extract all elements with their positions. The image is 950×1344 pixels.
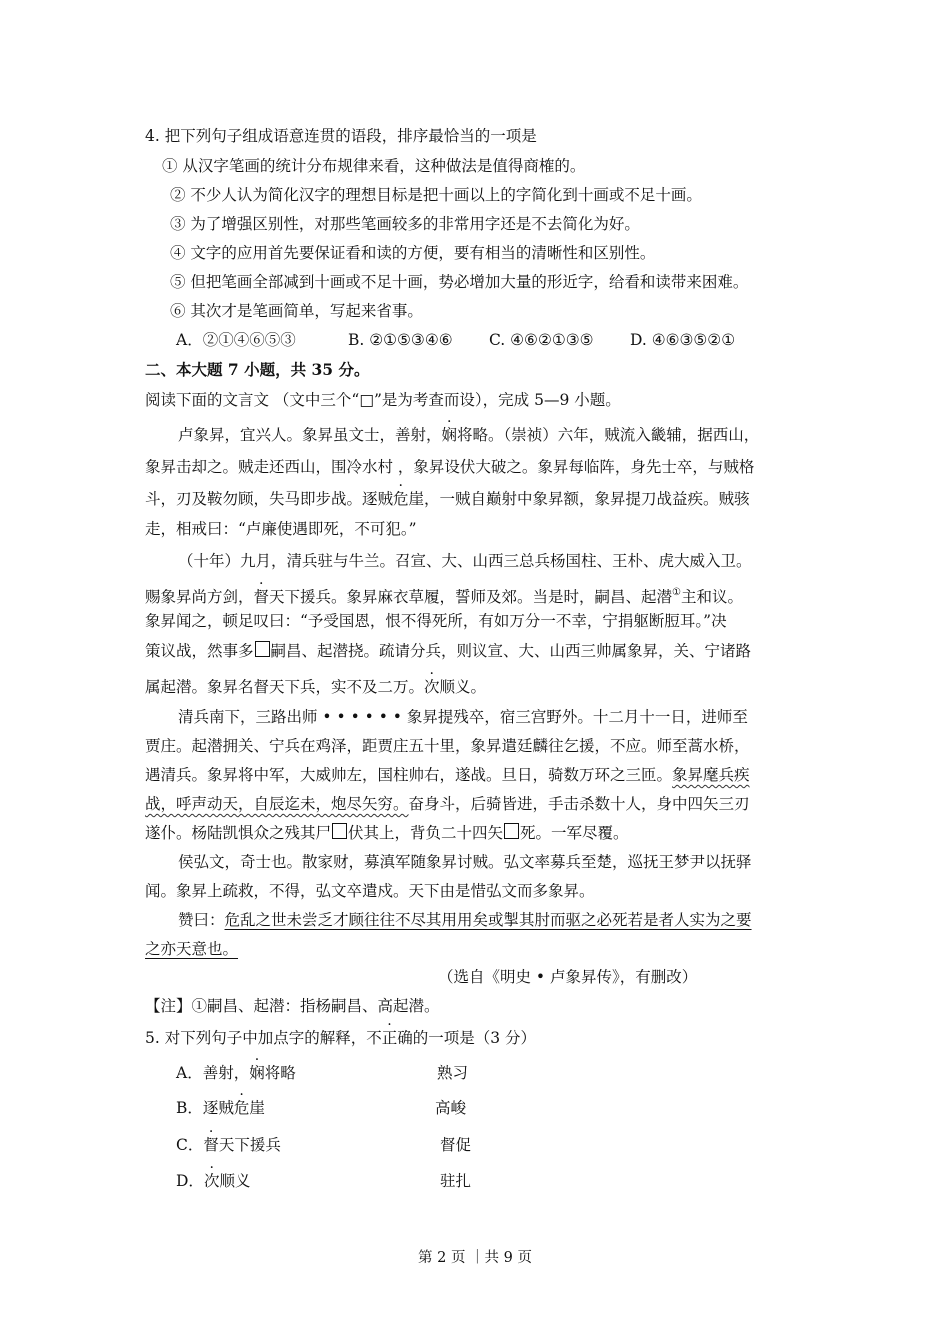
passage-line: 战，呼声动天，自辰迄未，炮尽矢穷。奋身斗，后骑皆进，手击杀数十人，身中四矢三刃	[145, 795, 750, 813]
section-intro: 阅读下面的文言文 （文中三个“□”是为考查而设），完成 5—9 小题。	[145, 391, 621, 409]
underlined-sentence: 危乱之世未尝乏才顾往往不尽其用用矣或掣其肘而驱之必死若是者人实为之要	[224, 911, 752, 929]
wavy-underlined-text: 战，呼声动天，自辰迄未，炮尽矢穷。	[145, 795, 409, 813]
footnote: 【注】①嗣昌、起潜：指杨嗣昌、高起潜。	[145, 997, 440, 1015]
q4-option-a[interactable]: A．②①④⑥⑤③	[176, 331, 296, 349]
q4-stem: 4. 把下列句子组成语意连贯的语段，排序最恰当的一项是	[145, 127, 537, 145]
passage-line: 清兵南下，三路出师 • • • • • • 象昇提残卒，宿三宫野外。十二月十一日，进师至	[178, 708, 748, 726]
footnote-marker: ①	[672, 587, 682, 598]
dotted-char: 危	[393, 490, 409, 508]
q4-sentence-2: ② 不少人认为简化汉字的理想目标是把十画以上的字简化到十画或不足十画。	[170, 186, 702, 204]
q4-sentence-5: ⑤ 但把笔画全部减到十画或不足十画，势必增加大量的形近字，给看和读带来困难。	[170, 273, 749, 291]
q5-stem: 5. 对下列句子中加点字的解释，不正确的一项是（3 分）	[145, 1029, 537, 1047]
passage-line: 象昇击却之。贼走还西山，围冷水村 ，象昇设伏大破之。象昇每临阵，身先士卒，与贼格	[145, 458, 755, 476]
passage-line: 闻。象昇上疏救，不得，弘文卒遣戍。天下由是惜弘文而多象昇。	[145, 882, 595, 900]
passage-line: 侯弘文，奇士也。散家财，募滇军随象昇讨贼。弘文率募兵至楚，巡抚王梦尹以抚驿	[178, 853, 752, 871]
wavy-underlined-text: 象昇麾兵疾	[672, 766, 750, 784]
dotted-char: 次	[203, 1172, 220, 1190]
dotted-text: 不正确	[366, 1029, 413, 1047]
passage-line: 贾庄。起潜拥关、宁兵在鸡泽，距贾庄五十里，象昇遣廷麟往乞援，不应。师至蒿水桥，	[145, 737, 750, 755]
q4-sentence-6: ⑥ 其次才是笔画简单，写起来省事。	[170, 302, 423, 320]
q5-gloss-c: 督促	[440, 1136, 472, 1154]
passage-line: 属起潜。象昇名督天下兵，实不及二万。次顺义。	[145, 678, 487, 696]
passage-line	[145, 938, 238, 960]
passage-line: 斗，刃及鞍勿顾，失马即步战。逐贼危崖，一贼自巅射中象昇额，象昇提刀战益疾。贼骇	[145, 490, 750, 508]
q5-option-d[interactable]: D．次顺义	[176, 1172, 251, 1190]
passage-line: 遂仆。杨陆凯惧众之残其尸 伏其上，背负二十四矢 死。一军尽覆。	[145, 824, 629, 842]
q4-option-d[interactable]: D. ④⑥③⑤②①	[630, 331, 736, 349]
q4-sentence-4: ④ 文字的应用首先要保证看和读的方便，要有相当的清晰性和区别性。	[170, 244, 656, 262]
passage-line: 走，相戒曰：“卢廉使遇即死，不可犯。”	[145, 520, 417, 538]
dotted-char: 娴	[249, 1064, 265, 1082]
blank-box	[255, 641, 270, 657]
q5-gloss-d: 驻扎	[440, 1172, 472, 1190]
dotted-char: 危	[233, 1099, 250, 1117]
q4-sentence-3: ③ 为了增强区别性，对那些笔画较多的非常用字还是不去简化为好。	[170, 215, 640, 233]
q5-option-b[interactable]: B．逐贼危崖	[176, 1099, 265, 1117]
passage-source: （选自《明史 • 卢象昇传》，有删改）	[438, 968, 698, 986]
dotted-char: 督	[253, 588, 270, 606]
dotted-char: 娴	[441, 426, 458, 444]
blank-box	[504, 823, 519, 839]
q4-option-b[interactable]: B. ②①⑤③④⑥	[348, 331, 453, 349]
underlined-sentence: 之亦天意也。	[145, 940, 239, 958]
passage-line: （十年）九月，清兵驻与牛兰。召宣、大、山西三总兵杨国柱、王朴、虎大威入卫。	[178, 552, 752, 570]
q4-option-c[interactable]: C. ④⑥②①③⑤	[489, 331, 594, 349]
q5-gloss-b: 高峻	[435, 1099, 467, 1117]
passage-line: 策议战，然事多 嗣昌、起潜挠。疏请分兵，则议宣、大、山西三帅属象昇，关、宁诸路	[145, 642, 752, 660]
passage-line: 遇清兵。象昇将中军，大威帅左，国柱帅右，遂战。旦日，骑数万环之三匝。象昇麾兵疾	[145, 766, 750, 784]
blank-box	[332, 823, 347, 839]
dotted-char: 督	[203, 1136, 219, 1154]
passage-line: 象昇闻之，顿足叹曰：“予受国恩，恨不得死所，有如万分一不幸，宁捐躯断脰耳。”决	[145, 612, 727, 630]
q5-gloss-a: 熟习	[437, 1064, 469, 1082]
passage-line: 赐象昇尚方剑，督天下援兵。象昇麻衣草履，誓师及郊。当是时，嗣昌、起潜①主和议。	[145, 587, 744, 606]
passage-line: 卢象昇，宜兴人。象昇虽文士，善射，娴将略。（崇祯）六年，贼流入畿辅，据西山，	[178, 426, 760, 444]
section-heading: 二、本大题 7 小题，共 35 分。	[145, 360, 370, 379]
q4-sentence-1: ① 从汉字笔画的统计分布规律来看，这种做法是值得商榷的。	[162, 157, 586, 175]
passage-line: 赞曰：危乱之世未尝乏才顾往往不尽其用用矣或掣其肘而驱之必死若是者人实为之要	[178, 911, 752, 929]
dotted-char: 次	[424, 678, 440, 696]
page-footer: 第 2 页 ｜共 9 页	[418, 1250, 532, 1266]
q5-option-a[interactable]: A．善射，娴将略	[176, 1064, 296, 1082]
q5-option-c[interactable]: C．督天下援兵	[176, 1136, 281, 1154]
